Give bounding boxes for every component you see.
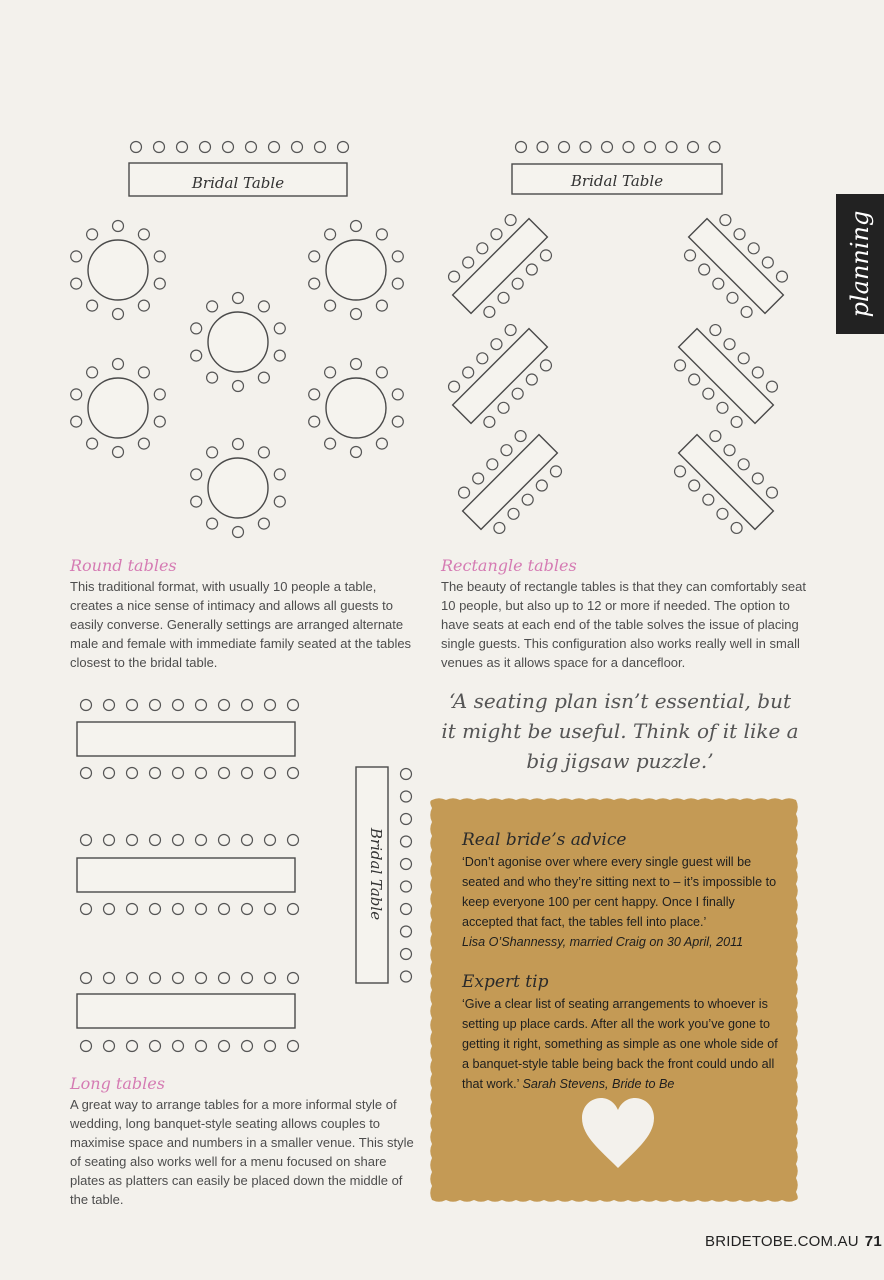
seat [223,142,234,153]
seat [288,835,299,846]
section-tab [836,194,884,334]
seat [196,973,207,984]
seat [288,1041,299,1052]
round-table [208,458,268,518]
seat [456,485,472,501]
seat [764,379,780,395]
long-bridal-table-label: Bridal Table [367,827,385,921]
round-table [326,240,386,300]
seat [127,700,138,711]
seat [736,457,752,473]
seat [258,447,269,458]
seat [401,836,412,847]
long-tables-text: A great way to arrange tables for a more informal style of wedding, long banquet-style seating allows couples to maximise space and numbers in a smaller venue. This style of seating also works well for a menu focused on share plates as platters can easily be placed down the middle of the table. [70,1097,414,1207]
seat [196,1041,207,1052]
round-table [208,312,268,372]
advice-heading: Real bride’s advice [462,830,627,850]
seat [127,768,138,779]
seat [150,973,161,984]
seat [524,262,540,278]
seat [672,358,688,374]
seat [113,309,124,320]
seat [729,414,745,430]
rectangle-table [676,206,796,326]
seat [207,301,218,312]
rectangle-table [450,422,570,542]
rect-bridal-table-label: Bridal Table [570,172,664,190]
seat [351,447,362,458]
seat [496,290,512,306]
seat [750,365,766,381]
round-table [88,240,148,300]
seat [173,973,184,984]
seat [200,142,211,153]
seat [274,469,285,480]
seat [127,973,138,984]
seat [774,269,790,285]
seat [196,904,207,915]
seat [173,700,184,711]
seat [104,700,115,711]
seat [288,973,299,984]
seat [485,457,501,473]
seat [177,142,188,153]
seat [376,229,387,240]
seat [351,309,362,320]
seat [81,1041,92,1052]
seat [688,142,699,153]
seat [351,359,362,370]
seat [242,700,253,711]
seat [87,229,98,240]
seat [242,1041,253,1052]
seat [760,255,776,271]
rectangle-tables-diagram [440,142,796,542]
seat [711,276,727,292]
seat [446,379,462,395]
seat [325,367,336,378]
seat [265,768,276,779]
seat [138,229,149,240]
seat [548,464,564,480]
seat [233,439,244,450]
seat [71,389,82,400]
rectangle-table [440,316,560,436]
seat [191,350,202,361]
seat [325,300,336,311]
rectangle-tables-heading: Rectangle tables [441,556,577,575]
seat [242,904,253,915]
seat [150,904,161,915]
seat [401,814,412,825]
seat [489,336,505,352]
rectangle-table [666,422,786,542]
seat [131,142,142,153]
seat [446,269,462,285]
seat [708,322,724,338]
seat [154,278,165,289]
seat [81,700,92,711]
seat [309,251,320,262]
seat [645,142,656,153]
tip-text: ‘Give a clear list of seating arrangements to whoever is setting up place cards. After all the work you’ve gone to getting it right, something as simple as one whole side of a banquet-style table being back the front could undo all that work.’ [462,997,778,1091]
long-tables-diagram [77,700,412,1052]
seat [127,835,138,846]
seat [708,428,724,444]
long-table [77,858,295,892]
seat [709,142,720,153]
seat [623,142,634,153]
seat [338,142,349,153]
seat [376,300,387,311]
seat [191,496,202,507]
seat [666,142,677,153]
seat [127,1041,138,1052]
seat [81,768,92,779]
seat [113,447,124,458]
seat [196,768,207,779]
pull-quote: ‘A seating plan isn’t essential, but it might be useful. Think of it like a big jigsaw puzzle.’ [441,689,799,773]
long-table [77,994,295,1028]
seat [150,835,161,846]
seat [173,768,184,779]
seat [258,518,269,529]
seat [265,904,276,915]
seat [392,251,403,262]
seat [154,416,165,427]
seat [401,949,412,960]
seat [71,416,82,427]
seat [696,262,712,278]
seat [219,835,230,846]
seat [503,212,519,228]
seat [81,973,92,984]
long-tables-heading: Long tables [70,1074,165,1093]
seat [246,142,257,153]
seat [104,973,115,984]
round-tables-diagram [71,142,404,538]
seat [191,323,202,334]
seat [219,768,230,779]
seat [113,221,124,232]
round-bridal-table-label: Bridal Table [191,174,285,192]
seat [104,768,115,779]
seat [392,389,403,400]
seat [196,835,207,846]
rectangle-tables-text: The beauty of rectangle tables is that they can comfortably seat 10 people, but also up to 12 or more if needed. The option to have seats at each end of the table solves the issue of placing single guests. This configuration also works really well in small venues as it allows space for a dancefloor. [441,579,806,670]
seat [71,251,82,262]
seat [269,142,280,153]
seat [265,1041,276,1052]
seat [154,389,165,400]
seat [154,142,165,153]
seat [138,438,149,449]
seat [219,973,230,984]
seat [138,367,149,378]
seat [309,278,320,289]
seat [150,768,161,779]
seat [265,835,276,846]
seat [516,142,527,153]
tip-credit: Sarah Stevens, Bride to Be [522,1077,675,1091]
seat [233,293,244,304]
seat [510,276,526,292]
round-table [88,378,148,438]
seat [718,212,734,228]
seat [288,700,299,711]
seat [580,142,591,153]
seat [258,301,269,312]
seat [510,386,526,402]
seat [736,351,752,367]
tip-heading: Expert tip [462,972,549,992]
seat [233,381,244,392]
seat [274,323,285,334]
seat [489,226,505,242]
seat [715,400,731,416]
seat [288,904,299,915]
seat [401,881,412,892]
seat [534,478,550,494]
seat [219,1041,230,1052]
seat [492,520,508,536]
seat [150,700,161,711]
seat [242,835,253,846]
seat [503,322,519,338]
seat [288,768,299,779]
page-number: 71 [864,1233,882,1250]
seat [87,300,98,311]
seat [686,478,702,494]
seat [750,471,766,487]
seat [722,442,738,458]
seat [207,372,218,383]
seat [150,1041,161,1052]
seat [219,904,230,915]
seat [351,221,362,232]
seat [460,255,476,271]
long-table [77,722,295,756]
seat [722,336,738,352]
advice-credit: Lisa O’Shannessy, married Craig on 30 April, 2011 [462,935,744,949]
seat [127,904,138,915]
seat [104,835,115,846]
seat [682,248,698,264]
seat [315,142,326,153]
seat [401,971,412,982]
seat [401,926,412,937]
seat [81,835,92,846]
seat [401,791,412,802]
seat [475,351,491,367]
seat [729,520,745,536]
seat [173,835,184,846]
advice-body [462,852,782,952]
seat [191,469,202,480]
seat [513,428,529,444]
seat [87,438,98,449]
seat [154,251,165,262]
seat [701,386,717,402]
seat [401,904,412,915]
seat [715,506,731,522]
round-tables-heading: Round tables [70,556,177,575]
seat [219,700,230,711]
page-footer [705,1233,882,1250]
seat [475,241,491,257]
seat [207,518,218,529]
seat [207,447,218,458]
seat [258,372,269,383]
seat [81,904,92,915]
seat [746,241,762,257]
seat [401,859,412,870]
tip-body [462,994,782,1094]
seat [482,414,498,430]
advice-text: ‘Don’t agonise over where every single guest will be seated and who they’re sitting next to – it’s impossible to keep everyone 100 per cent happy. Once I finally accepted that fact, the tables fell into place.’ [462,855,777,929]
seat [470,471,486,487]
rectangle-table [666,316,786,436]
seat [725,290,741,306]
seat [524,372,540,388]
seat [138,300,149,311]
seat [672,464,688,480]
seat [173,904,184,915]
seat [325,229,336,240]
seat [520,492,536,508]
seat [242,768,253,779]
seat [71,278,82,289]
seat [265,700,276,711]
seat [496,400,512,416]
seat [265,973,276,984]
seat [392,278,403,289]
seat [376,438,387,449]
section-tab-label: planning [846,210,874,318]
seat [482,304,498,320]
seat [537,142,548,153]
seat [242,973,253,984]
seat [309,389,320,400]
seat [104,904,115,915]
seat [559,142,570,153]
rectangle-table [440,206,560,326]
seat [506,506,522,522]
seat [538,248,554,264]
seat [292,142,303,153]
seat [274,496,285,507]
seat [392,416,403,427]
seat [233,527,244,538]
seat [701,492,717,508]
seat [173,1041,184,1052]
seat [87,367,98,378]
seat [104,1041,115,1052]
round-tables-text: This traditional format, with usually 10 people a table, creates a nice sense of intimacy and allows all guests to easily converse. Generally settings are arranged alternate male and female with immediate family seated at the tables closest to the bridal table. [70,579,412,670]
seat [732,226,748,242]
seat [739,304,755,320]
advice-card [462,830,782,1094]
seat [325,438,336,449]
seat [499,442,515,458]
seat [602,142,613,153]
seat [376,367,387,378]
seat [196,700,207,711]
seat [764,485,780,501]
seat [309,416,320,427]
seat [686,372,702,388]
seat [274,350,285,361]
seat [460,365,476,381]
seat [113,359,124,370]
footer-site: BRIDETOBE.COM.AU [705,1233,859,1250]
round-table [326,378,386,438]
seat [538,358,554,374]
seat [401,769,412,780]
